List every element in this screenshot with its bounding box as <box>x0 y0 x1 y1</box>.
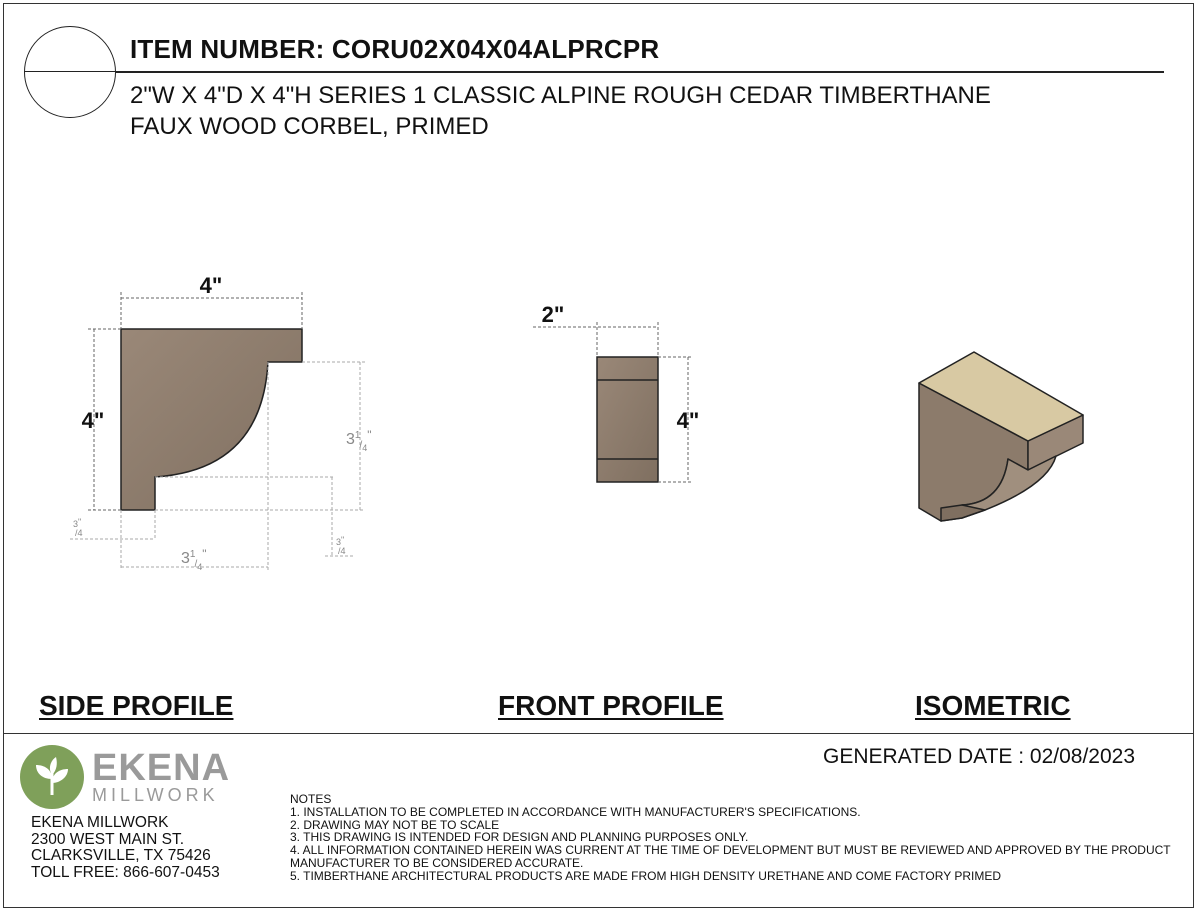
front-width-dimension <box>533 322 658 357</box>
isometric-drawing <box>919 352 1083 521</box>
logo-subtitle: MILLWORK <box>92 785 219 805</box>
isometric-label: ISOMETRIC <box>915 690 1071 721</box>
note-item: 4. ALL INFORMATION CONTAINED HEREIN WAS CURRENT AT THE TIME OF DEVELOPMENT BUT MUST BE REVIEWED AND APPROVED BY THE PRODUCT MANUFACTURER TO BE CONSIDERED ACCURATE. <box>290 843 1171 870</box>
note-item: 1. INSTALLATION TO BE COMPLETED IN ACCORDANCE WITH MANUFACTURER'S SPECIFICATIONS. <box>290 804 861 819</box>
front-profile-shape <box>597 357 658 482</box>
side-width-label: 4" <box>199 273 223 298</box>
footer-divider <box>3 733 1194 734</box>
side-toe-width-label: 3" /4 <box>73 517 83 538</box>
company-address <box>31 815 220 881</box>
front-width-label: 2" <box>541 302 565 327</box>
front-height-label: 4" <box>676 408 700 433</box>
front-profile-drawing <box>533 302 699 482</box>
side-profile-drawing <box>70 273 372 572</box>
company-phone: TOLL FREE: 866-607-0453 <box>31 863 220 881</box>
description-line-1: 2"W X 4"D X 4"H SERIES 1 CLASSIC ALPINE ROUGH CEDAR TIMBERTHANE <box>130 82 991 109</box>
note-item: 5. TIMBERTHANE ARCHITECTURAL PRODUCTS ARE MADE FROM HIGH DENSITY URETHANE AND COME FACTORY PRIMED <box>290 868 1001 883</box>
ekena-logo-icon <box>20 745 84 809</box>
side-arc-width-label: $3^1/4^"$ <box>181 547 207 572</box>
side-height-label: 4" <box>81 408 105 433</box>
generated-date: GENERATED DATE : 02/08/2023 <box>823 745 1136 768</box>
side-profile-shape <box>121 329 302 510</box>
notes-heading: NOTES <box>290 792 332 806</box>
front-profile-label: FRONT PROFILE <box>498 690 724 721</box>
company-city: CLARKSVILLE, TX 75426 <box>31 847 211 864</box>
side-toe-height-label: 3" /4 <box>336 535 346 556</box>
company-name: EKENA MILLWORK <box>31 814 169 831</box>
company-street: 2300 WEST MAIN ST. <box>31 830 185 848</box>
note-item: 3. THIS DRAWING IS INTENDED FOR DESIGN AND PLANNING PURPOSES ONLY. <box>290 830 749 845</box>
logo-wordmark: EKENA <box>92 747 231 789</box>
item-number: ITEM NUMBER: CORU02X04X04ALPRCPR <box>130 34 660 64</box>
notes-block <box>290 793 1185 883</box>
side-arc-height-label: $3^1/4^"$ <box>346 428 372 453</box>
note-item: 2. DRAWING MAY NOT BE TO SCALE <box>290 817 500 832</box>
side-profile-label: SIDE PROFILE <box>39 690 234 721</box>
description-line-2: FAUX WOOD CORBEL, PRIMED <box>130 113 489 140</box>
